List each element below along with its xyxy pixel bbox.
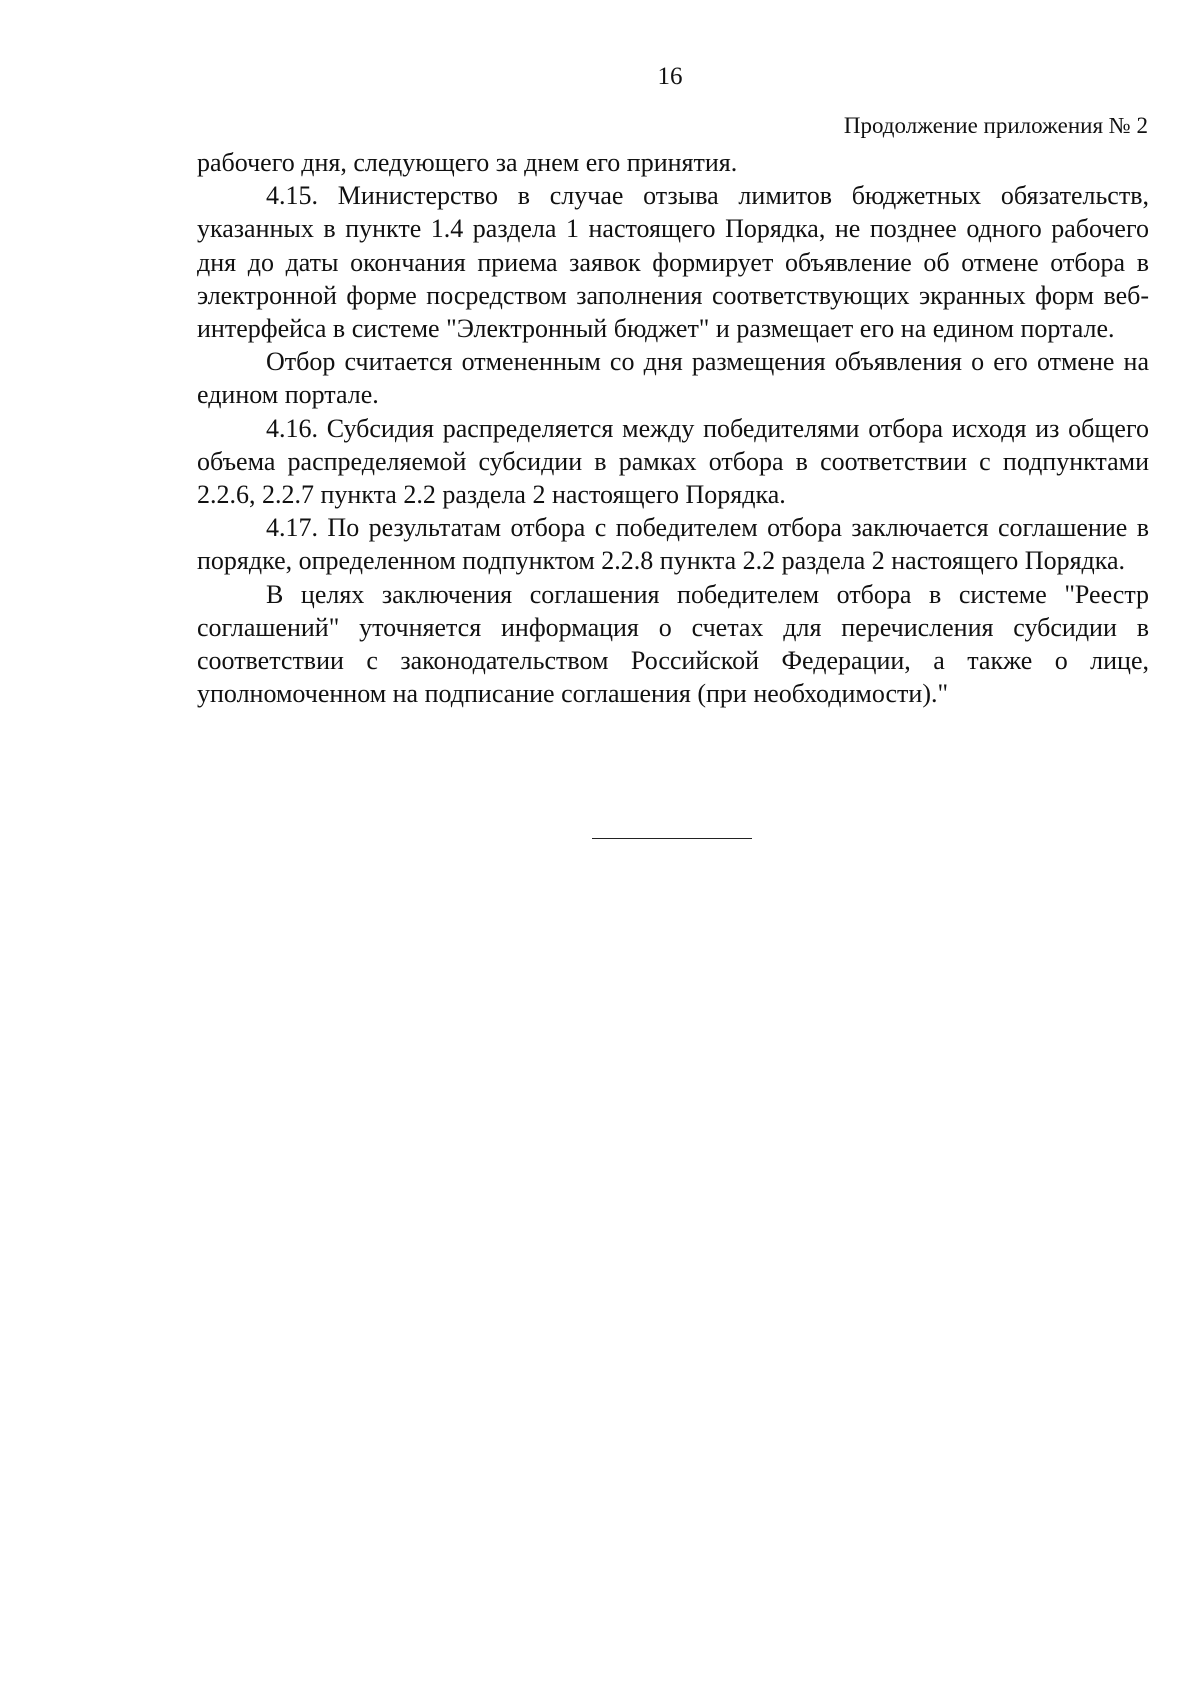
paragraph-cancellation: Отбор считается отмененным со дня размещения объявления о его отмене на едином портале. xyxy=(197,347,1149,410)
paragraph-continuation: рабочего дня, следующего за днем его принятия. xyxy=(197,148,738,177)
paragraph-4-15: 4.15. Министерство в случае отзыва лимитов бюджетных обязательств, указанных в пункте 1.4 раздела 1 настоящего Порядка, не позднее одного рабочего дня до даты окончания приема заявок формирует объявление об отмене отбора в электронной форме посредством заполнения соответствующих экранных форм веб-интерфейса в системе "Электронный бюджет" и размещает его на едином портале. xyxy=(197,181,1149,344)
document-body xyxy=(197,146,1149,710)
end-of-text-rule xyxy=(592,838,752,839)
page-number: 16 xyxy=(657,63,683,90)
paragraph-agreement-details: В целях заключения соглашения победителем отбора в системе "Реестр соглашений" уточняется информация о счетах для перечисления субсидии в соответствии с законодательством Российской Федерации, а также о лице, уполномоченном на подписание соглашения (при необходимости)." xyxy=(197,579,1149,709)
appendix-continuation-label: Продолжение приложения № 2 xyxy=(843,113,1148,138)
paragraph-4-16: 4.16. Субсидия распределяется между победителями отбора исходя из общего объема распределяемой субсидии в рамках отбора в соответствии с подпунктами 2.2.6, 2.2.7 пункта 2.2 раздела 2 настоящего Порядка. xyxy=(197,413,1149,510)
paragraph-4-17: 4.17. По результатам отбора с победителем отбора заключается соглашение в порядке, определенном подпунктом 2.2.8 пункта 2.2 раздела 2 настоящего Порядка. xyxy=(197,513,1149,576)
